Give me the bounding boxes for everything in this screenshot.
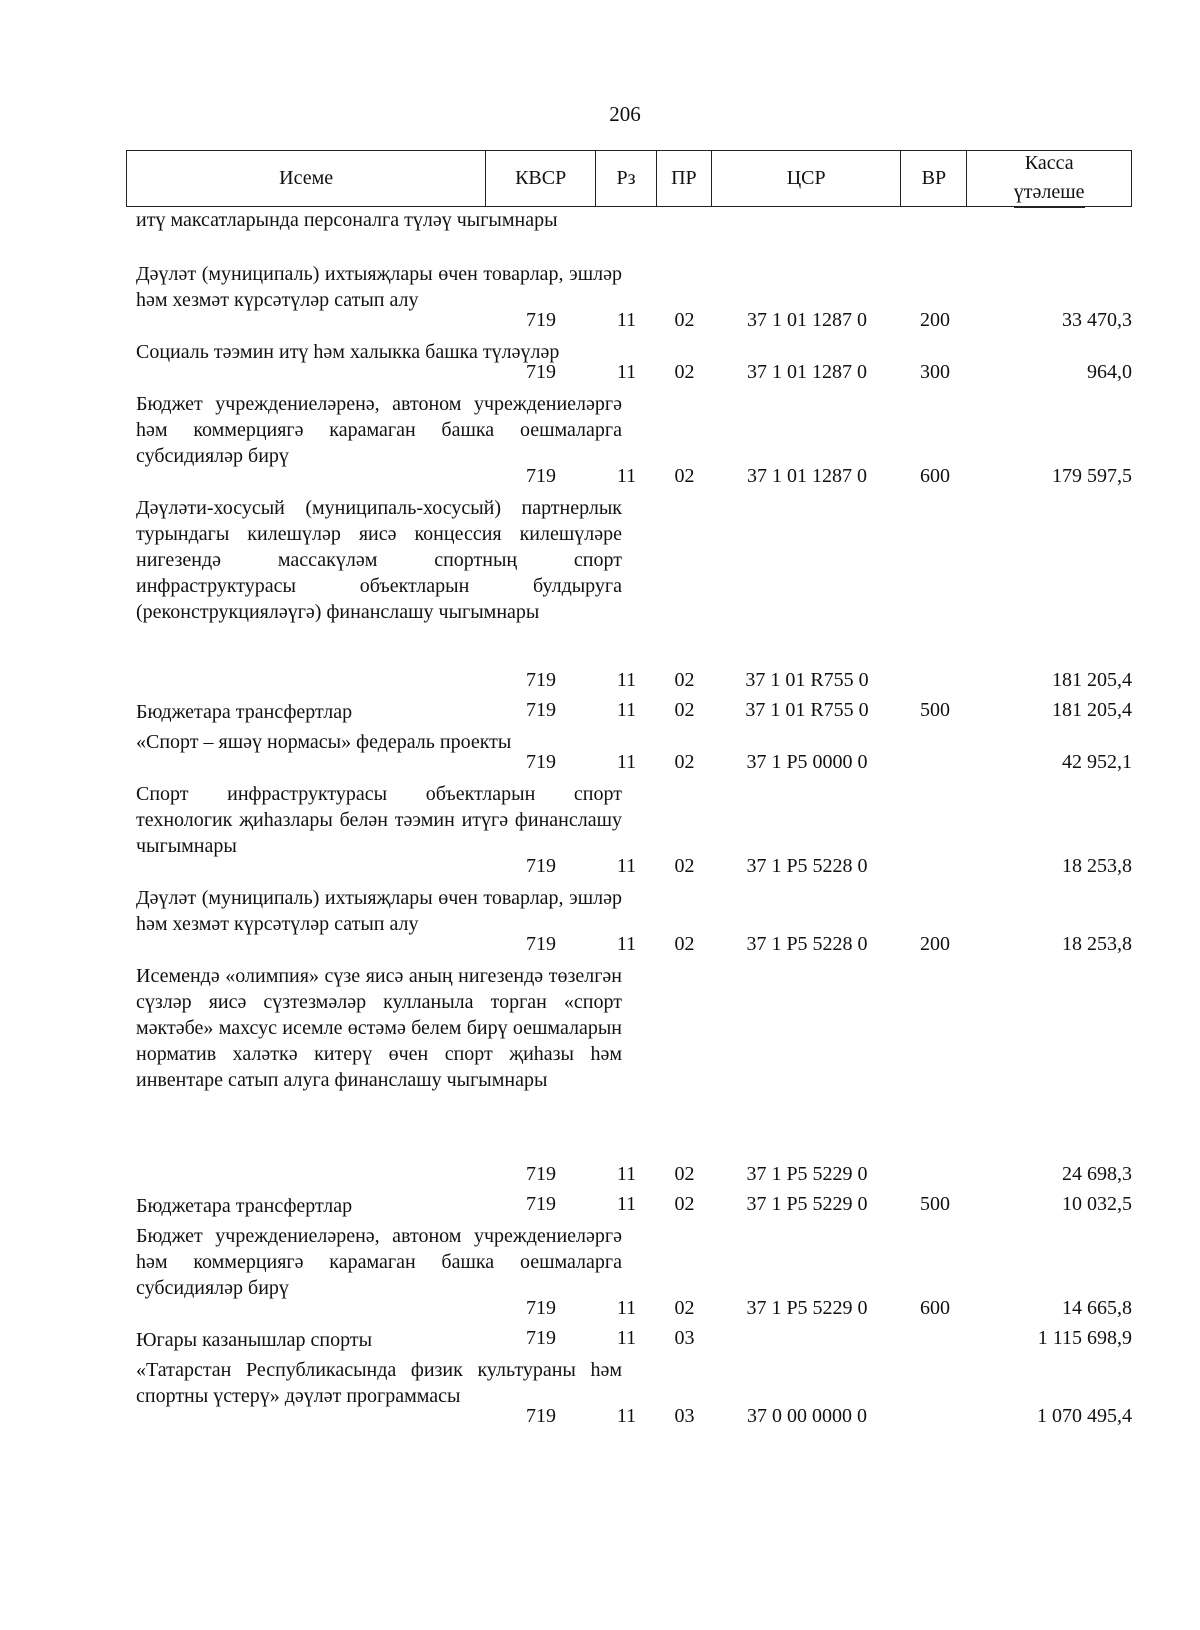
- row-sum: 18 253,8: [1062, 933, 1132, 955]
- row-kvsr: 719: [526, 1405, 556, 1427]
- table-header: [126, 150, 1132, 207]
- row-csr: 37 1 P5 5228 0: [746, 855, 868, 877]
- column-header-pr: ПР: [657, 151, 712, 206]
- row-pr: 02: [674, 699, 695, 721]
- row-name: Дәүләт (муниципаль) ихтыяҗлары өчен товарлар, эшләр һәм хезмәт күрсәтүләр сатып алу: [136, 263, 622, 311]
- row-sum: 14 665,8: [1062, 1297, 1132, 1319]
- row-kvsr: 719: [526, 699, 556, 721]
- row-name: Дәүләт (муниципаль) ихтыяҗлары өчен товарлар, эшләр һәм хезмәт күрсәтүләр сатып алу: [136, 887, 622, 935]
- row-vr: 200: [920, 309, 950, 331]
- row-name: Социаль тәэмин итү һәм халыкка башка түләүләр: [136, 341, 560, 363]
- row-sum: 179 597,5: [1052, 465, 1132, 487]
- row-vr: 300: [920, 361, 950, 383]
- row-name: Бюджетара трансфертлар: [136, 1195, 353, 1217]
- row-kvsr: 719: [526, 361, 556, 383]
- row-rz: 11: [616, 1163, 637, 1185]
- row-kvsr: 719: [526, 1193, 556, 1215]
- row-name: Дәүләти-хосусый (муниципаль-хосусый) партнерлык турындагы килешүләр яисә концессия килешүләре нигезендә массакүләм спортның спорт инфраструктурасы объектларын булдыруга (реконструкцияләүгә) финанслашу чыгымнары: [136, 497, 622, 623]
- table-row: [126, 695, 1132, 725]
- row-kvsr: 719: [526, 1297, 556, 1319]
- row-name: «Спорт – яшәү нормасы» федераль проекты: [136, 731, 512, 753]
- row-rz: 11: [616, 669, 637, 691]
- row-rz: 11: [616, 751, 637, 773]
- row-vr: 600: [920, 1297, 950, 1319]
- row-rz: 11: [616, 933, 637, 955]
- row-kvsr: 719: [526, 465, 556, 487]
- row-csr: 37 1 01 1287 0: [747, 361, 867, 383]
- row-sum: 181 205,4: [1052, 699, 1132, 721]
- table-row: [126, 387, 1132, 491]
- row-pr: 02: [674, 1193, 695, 1215]
- row-kvsr: 719: [526, 669, 556, 691]
- row-csr: 37 1 01 1287 0: [747, 309, 867, 331]
- table-row: [126, 257, 1132, 335]
- table-row: [126, 881, 1132, 959]
- row-kvsr: 719: [526, 1327, 556, 1349]
- column-header-vr: ВР: [901, 151, 967, 206]
- table-row: [126, 207, 1132, 257]
- row-sum: 1 070 495,4: [1037, 1405, 1132, 1427]
- row-rz: 11: [616, 465, 637, 487]
- row-csr: 37 1 P5 0000 0: [746, 751, 868, 773]
- row-vr: 200: [920, 933, 950, 955]
- row-name: Бюджет учреждениеләренә, автоном учреждениеләргә һәм коммерциягә карамаган башка оешмаларга субсидияләр бирү: [136, 1225, 622, 1299]
- table-row: [126, 1353, 1132, 1431]
- row-vr: 500: [920, 699, 950, 721]
- row-csr: 37 1 P5 5228 0: [746, 933, 868, 955]
- row-csr: 37 1 P5 5229 0: [746, 1193, 868, 1215]
- column-header-csr: ЦСР: [712, 151, 902, 206]
- row-sum: 42 952,1: [1062, 751, 1132, 773]
- row-name: Исемендә «олимпия» сүзе яисә аның нигезендә төзелгән сүзләр яисә сүзтезмәләр кулланыла торган «спорт мәктәбе» махсус исемле өстәмә белем бирү оешмаларын норматив халәткә китерү өчен спорт җиһазы һәм инвентаре сатып алуга финанслашу чыгымнары: [136, 965, 622, 1091]
- row-pr: 02: [674, 1163, 695, 1185]
- row-sum: 10 032,5: [1062, 1193, 1132, 1215]
- row-sum: 24 698,3: [1062, 1163, 1132, 1185]
- table-row: [126, 725, 1132, 777]
- row-vr: 500: [920, 1193, 950, 1215]
- row-pr: 02: [674, 309, 695, 331]
- table-row: [126, 335, 1132, 387]
- row-pr: 02: [674, 1297, 695, 1319]
- row-pr: 02: [674, 465, 695, 487]
- row-rz: 11: [616, 699, 637, 721]
- row-rz: 11: [616, 1297, 637, 1319]
- row-pr: 03: [674, 1405, 695, 1427]
- table-row: [126, 777, 1132, 881]
- table-row: [126, 491, 1132, 695]
- row-pr: 02: [674, 669, 695, 691]
- row-pr: 02: [674, 933, 695, 955]
- row-name: «Татарстан Республикасында физик культураны һәм спортны үстерү» дәүләт программасы: [136, 1359, 622, 1407]
- row-vr: 600: [920, 465, 950, 487]
- row-rz: 11: [616, 855, 637, 877]
- row-rz: 11: [616, 309, 637, 331]
- row-kvsr: 719: [526, 309, 556, 331]
- row-csr: 37 0 00 0000 0: [747, 1405, 867, 1427]
- column-header-kvsr: КВСР: [486, 151, 596, 206]
- row-csr: 37 1 01 R755 0: [745, 699, 869, 721]
- row-csr: 37 1 01 R755 0: [745, 669, 869, 691]
- column-header-sum-line2: үтәлеше: [1014, 178, 1085, 208]
- row-rz: 11: [616, 1405, 637, 1427]
- table-row: [126, 1323, 1132, 1353]
- row-rz: 11: [616, 361, 637, 383]
- table-body: [126, 207, 1132, 1431]
- row-name: итү максатларында персоналга түләү чыгымнары: [136, 209, 558, 231]
- table-row: [126, 1219, 1132, 1323]
- row-pr: 02: [674, 361, 695, 383]
- row-sum: 964,0: [1087, 361, 1132, 383]
- row-name: Спорт инфраструктурасы объектларын спорт технологик җиһазлары белән тәэмин итүгә финанслашу чыгымнары: [136, 783, 622, 857]
- row-name: Бюджетара трансфертлар: [136, 701, 353, 723]
- row-sum: 18 253,8: [1062, 855, 1132, 877]
- row-name: Бюджет учреждениеләренә, автоном учреждениеләргә һәм коммерциягә карамаган башка оешмаларга субсидияләр бирү: [136, 393, 622, 467]
- row-rz: 11: [616, 1327, 637, 1349]
- row-pr: 02: [674, 751, 695, 773]
- row-csr: 37 1 01 1287 0: [747, 465, 867, 487]
- row-csr: 37 1 P5 5229 0: [746, 1297, 868, 1319]
- row-kvsr: 719: [526, 1163, 556, 1185]
- table-row: [126, 959, 1132, 1189]
- column-header-sum: [967, 151, 1131, 206]
- row-kvsr: 719: [526, 855, 556, 877]
- row-sum: 181 205,4: [1052, 669, 1132, 691]
- table-row: [126, 1189, 1132, 1219]
- row-csr: 37 1 P5 5229 0: [746, 1163, 868, 1185]
- row-sum: 33 470,3: [1062, 309, 1132, 331]
- row-sum: 1 115 698,9: [1037, 1327, 1132, 1349]
- row-pr: 02: [674, 855, 695, 877]
- row-kvsr: 719: [526, 933, 556, 955]
- row-kvsr: 719: [526, 751, 556, 773]
- row-name: Югары казанышлар спорты: [136, 1329, 373, 1351]
- row-rz: 11: [616, 1193, 637, 1215]
- column-header-sum-line1: Касса: [1024, 152, 1074, 174]
- column-header-name: Исеме: [127, 151, 486, 206]
- row-pr: 03: [674, 1327, 695, 1349]
- page-number: 206: [609, 102, 641, 126]
- column-header-rz: Рз: [596, 151, 657, 206]
